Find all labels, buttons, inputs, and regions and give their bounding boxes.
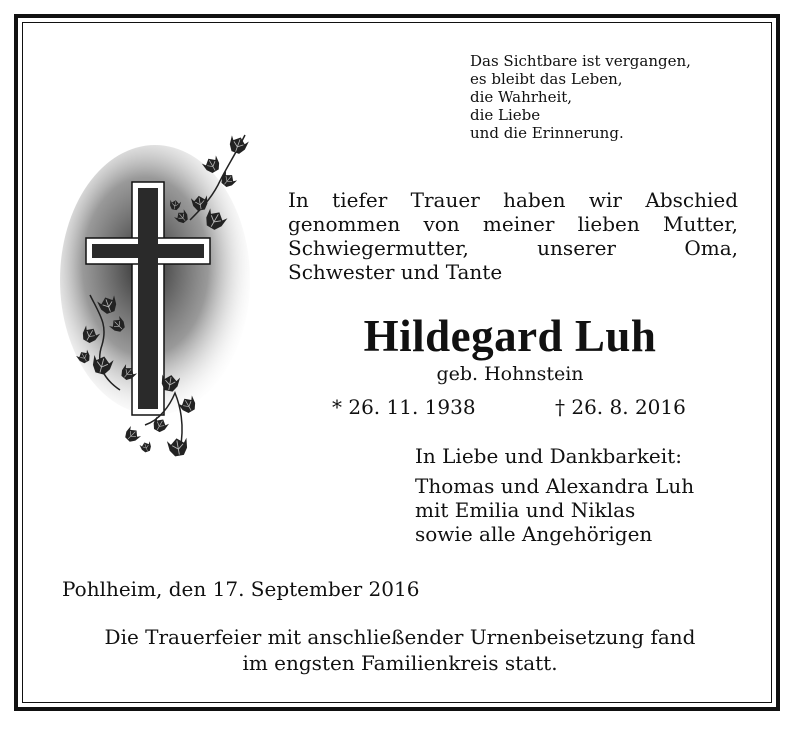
intro-line: Schwester und Tante <box>288 260 503 284</box>
intro-line: Schwiegermutter, unserer Oma, <box>288 236 738 260</box>
poem-line: Das Sichtbare ist vergangen, <box>470 52 691 70</box>
mourner-line: mit Emilia und Niklas <box>415 498 636 522</box>
mourners-heading: In Liebe und Dankbarkeit: <box>415 444 682 468</box>
place-date: Pohlheim, den 17. September 2016 <box>62 577 420 601</box>
poem <box>470 52 691 142</box>
poem-line: die Liebe <box>470 106 541 124</box>
poem-line: und die Erinnerung. <box>470 124 624 142</box>
maiden-name: geb. Hohnstein <box>436 363 584 385</box>
mourner-line: sowie alle Angehörigen <box>415 522 653 546</box>
ceremony-line: im engsten Familienkreis statt. <box>242 651 558 675</box>
poem-line: es bleibt das Leben, <box>470 70 623 88</box>
birth-date: * 26. 11. 1938 <box>332 395 476 419</box>
death-date: † 26. 8. 2016 <box>555 395 686 419</box>
mourner-line: Thomas und Alexandra Luh <box>415 474 695 498</box>
mourners-list <box>415 474 694 546</box>
intro-line: In tiefer Trauer haben wir Abschied <box>288 188 738 212</box>
ceremony-line: Die Trauerfeier mit anschließender Urnenbeisetzung fand <box>104 625 696 649</box>
deceased-name: Hildegard Luh <box>363 311 657 361</box>
cross-with-ivy-icon <box>50 125 270 480</box>
poem-line: die Wahrheit, <box>470 88 573 106</box>
intro-line: genommen von meiner lieben Mutter, <box>288 212 738 236</box>
ceremony-notice <box>40 624 760 676</box>
intro-text <box>288 188 738 284</box>
